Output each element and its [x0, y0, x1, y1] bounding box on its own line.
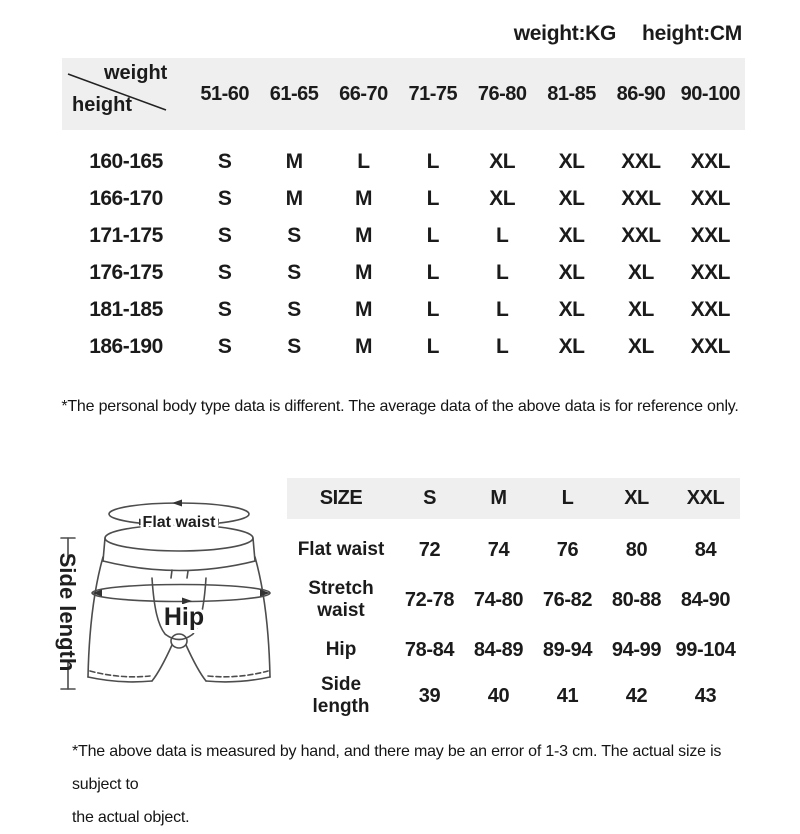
size-cell: XXL — [621, 223, 661, 247]
size-cell: XL — [628, 334, 654, 358]
height-row-label: 171-175 — [89, 223, 163, 247]
weight-col-header: 51-60 — [200, 82, 250, 105]
measurement-cell: 84 — [694, 538, 717, 561]
measurements-header-row — [287, 478, 740, 519]
measurement-row-label: Stretch waist — [308, 578, 374, 621]
size-cell: S — [217, 334, 232, 358]
size-cell: XL — [628, 297, 654, 321]
measurement-error-note — [72, 736, 748, 834]
size-cell: XL — [558, 186, 585, 210]
size-cell: L — [496, 223, 509, 247]
size-col-header: S — [423, 487, 436, 509]
measurement-cell: 42 — [625, 684, 648, 707]
size-cell: XXL — [690, 186, 730, 210]
height-row-label: 166-170 — [89, 186, 163, 210]
measurement-error-note-line1: *The above data is measured by hand, and there may be an error of 1-3 cm. The actual size is subject to — [72, 743, 722, 793]
size-cell: L — [357, 149, 370, 173]
measurement-error-note-line2: the actual object. — [72, 808, 190, 826]
measurement-cell: 40 — [487, 684, 510, 707]
size-cell: M — [285, 186, 303, 210]
measurement-row — [287, 527, 740, 573]
weight-col-header: 71-75 — [408, 82, 458, 105]
size-table-row — [62, 143, 745, 180]
size-cell: L — [496, 334, 509, 358]
measurement-cell: 43 — [694, 684, 717, 707]
size-cell: XL — [558, 223, 585, 247]
height-unit-label: height:CM — [642, 22, 742, 45]
size-cell: XXL — [690, 223, 730, 247]
corner-height-label: height — [72, 94, 132, 116]
size-cell: S — [217, 260, 232, 284]
measurement-cell: 72-78 — [404, 588, 455, 611]
measurements-table-body — [287, 519, 740, 719]
measurement-cell: 74-80 — [473, 588, 524, 611]
shorts-diagram-icon — [48, 481, 288, 716]
size-col-header: L — [561, 487, 574, 509]
corner-weight-label: weight — [104, 62, 168, 84]
size-cell: M — [285, 149, 303, 173]
size-cell: XL — [558, 297, 585, 321]
measurement-row — [287, 673, 740, 719]
reference-note: *The personal body type data is different. The average data of the above data is for reference only. — [61, 398, 739, 415]
size-cell: S — [287, 260, 301, 284]
size-cell: L — [426, 149, 439, 173]
measurement-row — [287, 627, 740, 673]
height-row-label: 181-185 — [89, 297, 163, 321]
size-cell: L — [496, 297, 509, 321]
size-cell: L — [426, 186, 439, 210]
size-cell: S — [287, 334, 301, 358]
size-cell: XL — [628, 260, 654, 284]
measurement-cell: 39 — [418, 684, 441, 707]
measurement-row-label: Flat waist — [297, 539, 385, 561]
size-cell: XL — [489, 186, 516, 210]
weight-col-header: 81-85 — [547, 82, 596, 105]
size-cell: S — [217, 186, 232, 210]
size-col-header: XL — [624, 487, 649, 509]
measurement-cell: 41 — [556, 684, 579, 707]
weight-col-header: 86-90 — [616, 82, 666, 105]
size-cell: S — [287, 223, 301, 247]
measurement-cell: 78-84 — [404, 638, 455, 661]
weight-unit-label: weight:KG — [513, 22, 617, 45]
size-table-body — [62, 130, 745, 365]
measurement-row — [287, 573, 740, 627]
shorts-measurement-diagram — [48, 481, 288, 721]
size-cell: XXL — [690, 297, 730, 321]
size-by-height-weight-table — [62, 58, 745, 365]
measurement-cell: 99-104 — [675, 638, 736, 661]
size-table-row — [62, 180, 745, 217]
measurement-cell: 84-89 — [473, 638, 524, 661]
measurement-cell: 84-90 — [680, 588, 731, 611]
corner-cell — [62, 58, 190, 130]
measurement-cell: 89-94 — [542, 638, 593, 661]
measurement-cell: 72 — [418, 538, 441, 561]
weight-col-header: 66-70 — [339, 82, 388, 105]
size-cell: XXL — [690, 260, 730, 284]
size-table-row — [62, 291, 745, 328]
size-cell: S — [287, 297, 301, 321]
weight-col-header: 61-65 — [269, 82, 319, 105]
size-cell: M — [354, 223, 372, 247]
hip-diagram-label: Hip — [163, 603, 205, 631]
size-cell: XXL — [690, 334, 730, 358]
measurement-row-label: Hip — [325, 639, 357, 661]
size-cell: S — [217, 223, 232, 247]
size-cell: XXL — [690, 149, 730, 173]
size-cell: S — [217, 297, 232, 321]
size-cell: S — [217, 149, 232, 173]
size-cell: M — [354, 297, 372, 321]
size-table-row — [62, 217, 745, 254]
side-length-diagram-label: Side length — [55, 552, 80, 672]
size-cell: M — [354, 260, 372, 284]
measurement-cell: 76-82 — [542, 588, 593, 611]
measurement-cell: 80 — [625, 538, 648, 561]
size-cell: L — [426, 297, 439, 321]
size-col-header: XXL — [686, 487, 725, 509]
height-row-label: 176-175 — [89, 260, 163, 284]
size-cell: XL — [558, 260, 585, 284]
flat-waist-diagram-label: Flat waist — [142, 514, 216, 531]
size-cell: XXL — [621, 186, 661, 210]
height-row-label: 160-165 — [89, 149, 163, 173]
measurement-cell: 80-88 — [611, 588, 662, 611]
size-table-row — [62, 328, 745, 365]
size-cell: L — [496, 260, 509, 284]
size-table-row — [62, 254, 745, 291]
size-cell: M — [354, 186, 372, 210]
size-cell: XXL — [621, 149, 661, 173]
size-header-label: SIZE — [319, 487, 363, 509]
size-cell: L — [426, 223, 439, 247]
weight-col-header: 76-80 — [477, 82, 527, 105]
size-cell: L — [426, 260, 439, 284]
size-col-header: M — [490, 487, 507, 509]
height-row-label: 186-190 — [89, 334, 163, 358]
weight-col-header: 90-100 — [680, 82, 740, 105]
size-cell: XL — [558, 334, 585, 358]
measurement-cell: 76 — [556, 538, 579, 561]
weight-header-row — [62, 58, 745, 130]
size-cell: M — [354, 334, 372, 358]
unit-legend — [514, 22, 742, 46]
size-cell: L — [426, 334, 439, 358]
size-cell: XL — [489, 149, 516, 173]
measurement-cell: 74 — [487, 538, 510, 561]
measurement-row-label: Side length — [312, 674, 370, 717]
size-cell: XL — [558, 149, 585, 173]
measurement-cell: 94-99 — [611, 638, 662, 661]
measurements-table — [287, 478, 740, 719]
